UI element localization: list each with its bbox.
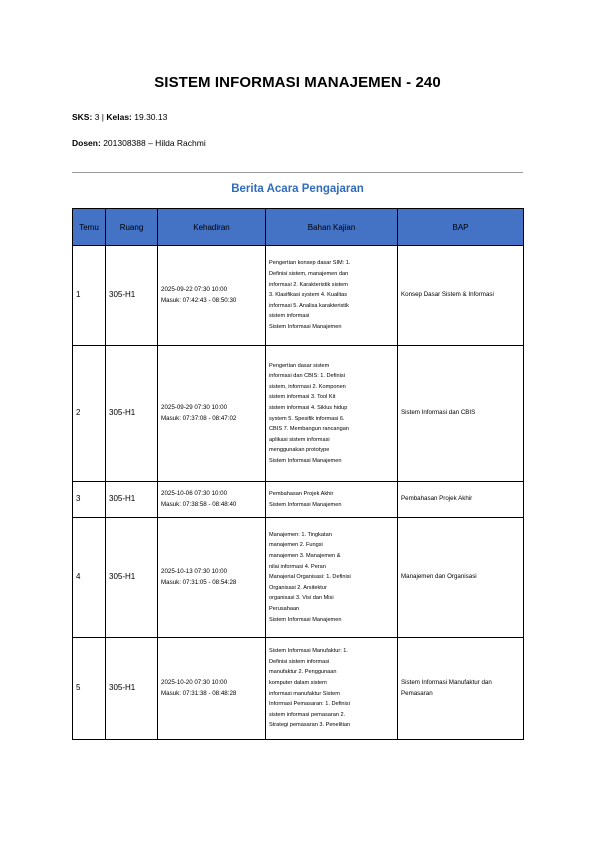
kehadiran-line: 2025-10-13 07:30 10:00 — [161, 568, 228, 575]
header-temu: Temu — [73, 209, 106, 246]
bahan-line: Informasi Pemasaran: 1. Definisi — [269, 701, 350, 708]
bahan-line: Pembahasan Projek Akhir — [269, 490, 334, 497]
bahan-line: komputer dalam sistem — [269, 679, 327, 686]
bahan-line: sistem informasi — [269, 313, 310, 320]
table-row — [73, 638, 524, 740]
cell-kehadiran — [158, 246, 266, 346]
header-kehadiran: Kehadiran — [158, 209, 266, 246]
cell-bap: Sistem Informasi Manufaktur dan Pemasaran — [398, 638, 524, 740]
bahan-line: informasi 5. Analisa karakteristik — [269, 302, 349, 309]
kehadiran-line: Masuk: 07:42:43 - 08:50:30 — [161, 296, 237, 304]
header-ruang: Ruang — [106, 209, 158, 246]
bahan-line: Manajerial Organisasi: 1. Definisi — [269, 574, 351, 581]
bahan-line: Perusahaan — [269, 605, 300, 612]
table-row — [73, 518, 524, 638]
cell-ruang: 305-H1 — [106, 518, 158, 638]
cell-bahan-kajian — [266, 346, 398, 482]
table-row — [73, 246, 524, 346]
bahan-line: manajemen 2. Fungsi — [269, 542, 323, 549]
kehadiran-line: Masuk: 07:37:08 - 08:47:02 — [161, 414, 237, 422]
cell-temu: 1 — [73, 246, 106, 346]
cell-kehadiran — [158, 346, 266, 482]
bahan-line: informasi manufaktur Sistem — [269, 690, 340, 697]
bahan-line: Pengertian dasar sistem — [269, 362, 330, 369]
bahan-line: Strategi pemasaran 3. Penelitian — [269, 722, 351, 729]
bahan-line: informasi 2. Karakteristik sistem — [269, 281, 348, 288]
cell-temu: 4 — [73, 518, 106, 638]
course-info: SKS: 3 | Kelas: 19.30.13 — [72, 112, 168, 122]
bahan-line: Organisasi 2. Arsitektur — [269, 584, 327, 591]
bahan-line: Pengertian konsep dasar SIM: 1. — [269, 260, 351, 267]
bahan-line: aplikasi sistem informasi — [269, 436, 330, 443]
kehadiran-line: 2025-10-20 07:30 10:00 — [161, 679, 228, 686]
cell-kehadiran — [158, 518, 266, 638]
cell-temu: 3 — [73, 482, 106, 518]
cell-kehadiran — [158, 482, 266, 518]
cell-ruang: 305-H1 — [106, 482, 158, 518]
bahan-line: Sistem Informasi Manajemen — [269, 457, 342, 464]
table-row — [73, 346, 524, 482]
bahan-line: Definisi sistem informasi — [269, 658, 330, 665]
cell-bap: Manajemen dan Organisasi — [398, 518, 524, 638]
cell-kehadiran — [158, 638, 266, 740]
cell-bap: Pembahasan Projek Akhir — [398, 482, 524, 518]
bahan-line: sistem informasi 4. Siklus hidup — [269, 404, 348, 411]
bahan-line: manufaktur 2. Penggunaan — [269, 669, 337, 676]
bahan-line: sistem, informasi 2. Komponen — [269, 383, 346, 390]
bahan-line: system 5. Spesifik informasi 6. — [269, 415, 345, 422]
kehadiran-line: 2025-09-22 07:30 10:00 — [161, 286, 228, 293]
bahan-line: Sistem Informasi Manajemen — [269, 323, 342, 330]
kehadiran-line: Masuk: 07:31:38 - 08:48:28 — [161, 689, 237, 697]
bahan-line: CBIS 7. Membangun rancangan — [269, 426, 349, 433]
document-title: SISTEM INFORMASI MANAJEMEN - 240 — [154, 74, 441, 91]
table-row — [73, 482, 524, 518]
kelas-value: 19.30.13 — [134, 112, 168, 122]
bahan-line: 3. Klasifikasi system 4. Kualitas — [269, 292, 348, 299]
cell-ruang: 305-H1 — [106, 638, 158, 740]
bahan-line: Manajemen: 1. Tingkatan — [269, 531, 332, 538]
bahan-line: Sistem Informasi Manufaktur: 1. — [269, 648, 348, 655]
cell-temu: 2 — [73, 346, 106, 482]
bahan-line: Definisi sistem, manajemen dan — [269, 271, 349, 278]
dosen-label: Dosen: — [72, 138, 101, 148]
sks-label: SKS: — [72, 112, 93, 122]
cell-temu: 5 — [73, 638, 106, 740]
kehadiran-line: Masuk: 07:31:05 - 08:54:28 — [161, 578, 237, 586]
kehadiran-line: 2025-10-06 07:30 10:00 — [161, 490, 228, 497]
cell-bahan-kajian — [266, 518, 398, 638]
section-title: Berita Acara Pengajaran — [231, 183, 364, 195]
teaching-record-table — [72, 208, 524, 740]
bahan-line: manajemen 3. Manajemen & — [269, 553, 341, 560]
bahan-line: menggunakan prototype — [269, 447, 330, 454]
bahan-line: sistem informasi 3. Tool Kit — [269, 394, 336, 401]
cell-bahan-kajian — [266, 482, 398, 518]
header-bap: BAP — [398, 209, 524, 246]
dosen-value: 201308388 – Hilda Rachmi — [103, 138, 206, 148]
bahan-line: sistem informasi pemasaran 2. — [269, 711, 346, 718]
cell-bahan-kajian — [266, 246, 398, 346]
bahan-line: Sistem Informasi Manajemen — [269, 501, 342, 508]
cell-ruang: 305-H1 — [106, 346, 158, 482]
lecturer-info — [72, 138, 206, 148]
bahan-line: informasi dan CBIS: 1. Definisi — [269, 373, 345, 380]
kehadiran-line: Masuk: 07:38:58 - 08:48:40 — [161, 500, 237, 508]
bahan-line: organisasi 3. Visi dan Misi — [269, 595, 334, 602]
cell-bahan-kajian — [266, 638, 398, 740]
cell-ruang: 305-H1 — [106, 246, 158, 346]
table-header-row — [73, 209, 524, 246]
sks-value: 3 — [94, 112, 100, 122]
cell-bap: Sistem Informasi dan CBIS — [398, 346, 524, 482]
cell-bap: Konsep Dasar Sistem & Informasi — [398, 246, 524, 346]
kehadiran-line: 2025-09-29 07:30 10:00 — [161, 404, 228, 411]
header-bahan-kajian: Bahan Kajian — [266, 209, 398, 246]
kelas-label: Kelas: — [106, 112, 132, 122]
bahan-line: Sistem Informasi Manajemen — [269, 616, 342, 623]
divider — [72, 172, 523, 173]
bahan-line: nilai informasi 4. Peran — [269, 563, 326, 570]
